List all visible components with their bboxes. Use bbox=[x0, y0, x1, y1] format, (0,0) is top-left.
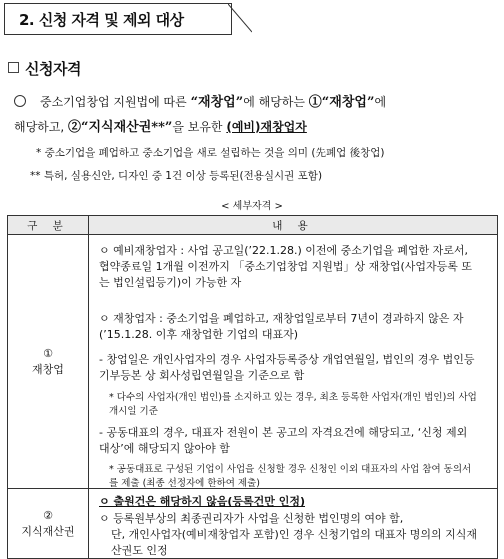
header-content: 내 용 bbox=[89, 216, 498, 235]
row-number: ① bbox=[43, 346, 53, 360]
detail-table bbox=[7, 215, 498, 559]
circle-bullet-icon bbox=[14, 95, 26, 107]
intro-text-5: 을 보유한 bbox=[172, 120, 227, 134]
intro-quote-restart-2: ①“재창업” bbox=[308, 95, 375, 110]
content-note: * 다수의 사업자(개인 법인)를 소지하고 있는 경우, 최초 등록한 사업자(개인 법인)의 사업개시일 기준 bbox=[109, 392, 477, 417]
note-1: * 중소기업을 폐업하고 중소기업을 새로 설립하는 것을 의미 (先폐업 後창업) bbox=[36, 147, 385, 159]
intro-text-1: 중소기업창업 지원법에 따른 bbox=[40, 95, 191, 109]
content-item: ㅇ 재창업자 : 중소기업을 폐업하고, 재창업일로부터 7년이 경과하지 않은 자(’15.1.28. 이후 재창업한 기업의 대표자) bbox=[99, 312, 464, 341]
intro-quote-ip: ②“지식재산권**” bbox=[68, 120, 173, 135]
row-category bbox=[8, 235, 89, 489]
row-name: 재창업 bbox=[32, 362, 64, 376]
intro-underlined: (예비)재창업자 bbox=[226, 120, 307, 134]
content-item: ㅇ 출원건은 해당하지 않음(등록건만 인정) bbox=[99, 495, 306, 508]
content-item: 단, 개인사업자(예비재창업자 포함)인 경우 신청기업의 대표자 명의의 지식재산권도 인정 bbox=[111, 528, 477, 557]
section-title-box bbox=[4, 3, 232, 35]
header-category: 구 분 bbox=[8, 216, 89, 235]
content-item: ㅇ 예비재창업자 : 사업 공고일(’22.1.28.) 이전에 중소기업을 폐업한 자로서, 협약종료일 1개월 이전까지 「중소기업창업 지원법」상 재창업(사업자등록 또는 법인설립등기)이 가능한 자 bbox=[99, 244, 473, 289]
table-header bbox=[8, 216, 498, 235]
intro-text-4: 해당하고, bbox=[14, 120, 68, 134]
table-row bbox=[8, 489, 498, 559]
content-item: - 창업일은 개인사업자의 경우 사업자등록증상 개업연월일, 법인의 경우 법인등기부등본 상 회사성립연월일을 기준으로 함 bbox=[99, 353, 475, 382]
square-bullet-icon bbox=[8, 62, 19, 73]
row-content bbox=[89, 235, 498, 489]
subsection-heading bbox=[8, 58, 81, 79]
intro-paragraph bbox=[14, 90, 494, 140]
note-2: ** 특허, 실용신안, 디자인 중 1건 이상 등록된(전용실시권 포함) bbox=[30, 170, 323, 182]
table-row bbox=[8, 235, 498, 489]
table-caption: < 세부자격 > bbox=[221, 201, 283, 212]
intro-text-3: 에 bbox=[374, 95, 387, 109]
intro-text-2: 에 해당하는 bbox=[243, 95, 309, 109]
content-item: - 공동대표의 경우, 대표자 전원이 본 공고의 자격요건에 해당되고, ‘신청 제외 대상’에 해당되지 않아야 함 bbox=[99, 426, 468, 455]
intro-quote-restart: “재창업” bbox=[190, 95, 244, 110]
section-title: 2. 신청 자격 및 제외 대상 bbox=[19, 11, 184, 29]
row-category bbox=[8, 489, 89, 559]
row-number: ② bbox=[43, 508, 53, 522]
title-decoration bbox=[228, 2, 252, 34]
row-name: 지식재산권 bbox=[21, 524, 75, 538]
content-item: ㅇ 등록원부상의 최종권리자가 사업을 신청한 법인명의 여야 함, bbox=[99, 512, 404, 525]
content-note: * 공동대표로 구성된 기업이 사업을 신청할 경우 신청인 이외 대표자의 사업 참여 동의서를 제출 (최종 선정자에 한하여 제출) bbox=[109, 464, 472, 489]
subsection-heading-text: 신청자격 bbox=[25, 60, 81, 78]
row-content bbox=[89, 489, 498, 559]
